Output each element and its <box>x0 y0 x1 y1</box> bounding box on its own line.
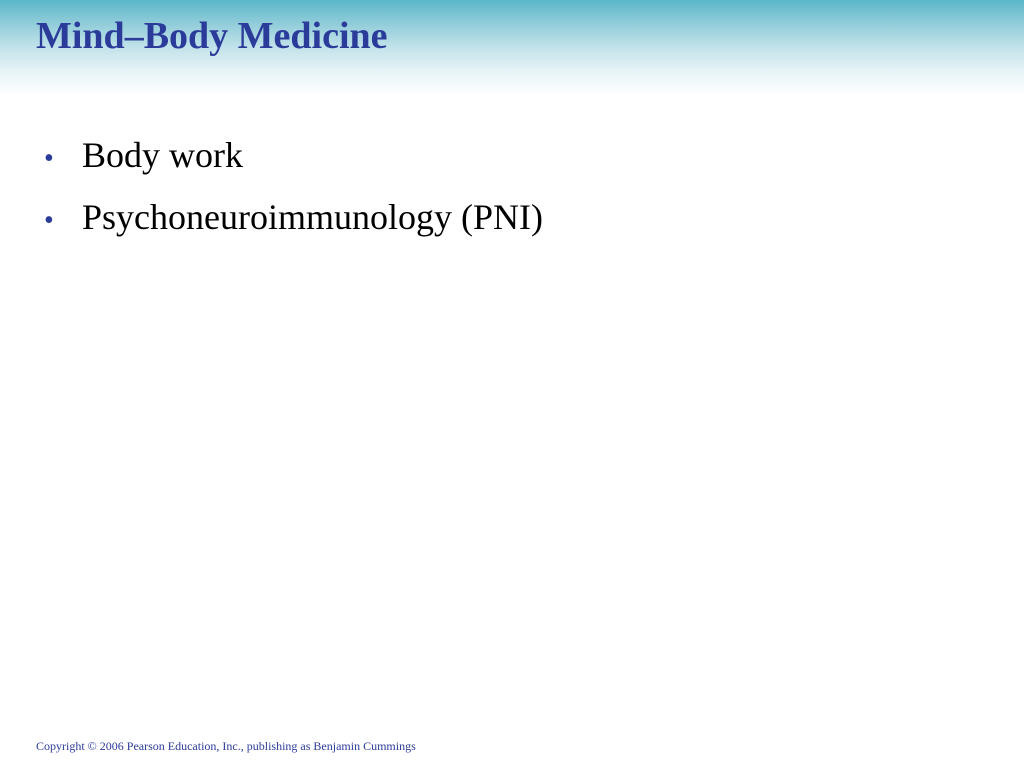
bullet-list <box>44 132 543 256</box>
copyright-footer: Copyright © 2006 Pearson Education, Inc., publishing as Benjamin Cummings <box>36 739 416 753</box>
slide-title: Mind–Body Medicine <box>36 15 388 57</box>
bullet-icon: • <box>44 205 54 236</box>
bullet-text: Psychoneuroimmunology (PNI) <box>82 197 543 237</box>
list-item <box>44 194 543 256</box>
list-item <box>44 132 543 194</box>
bullet-text: Body work <box>82 135 243 175</box>
bullet-icon: • <box>44 143 54 174</box>
